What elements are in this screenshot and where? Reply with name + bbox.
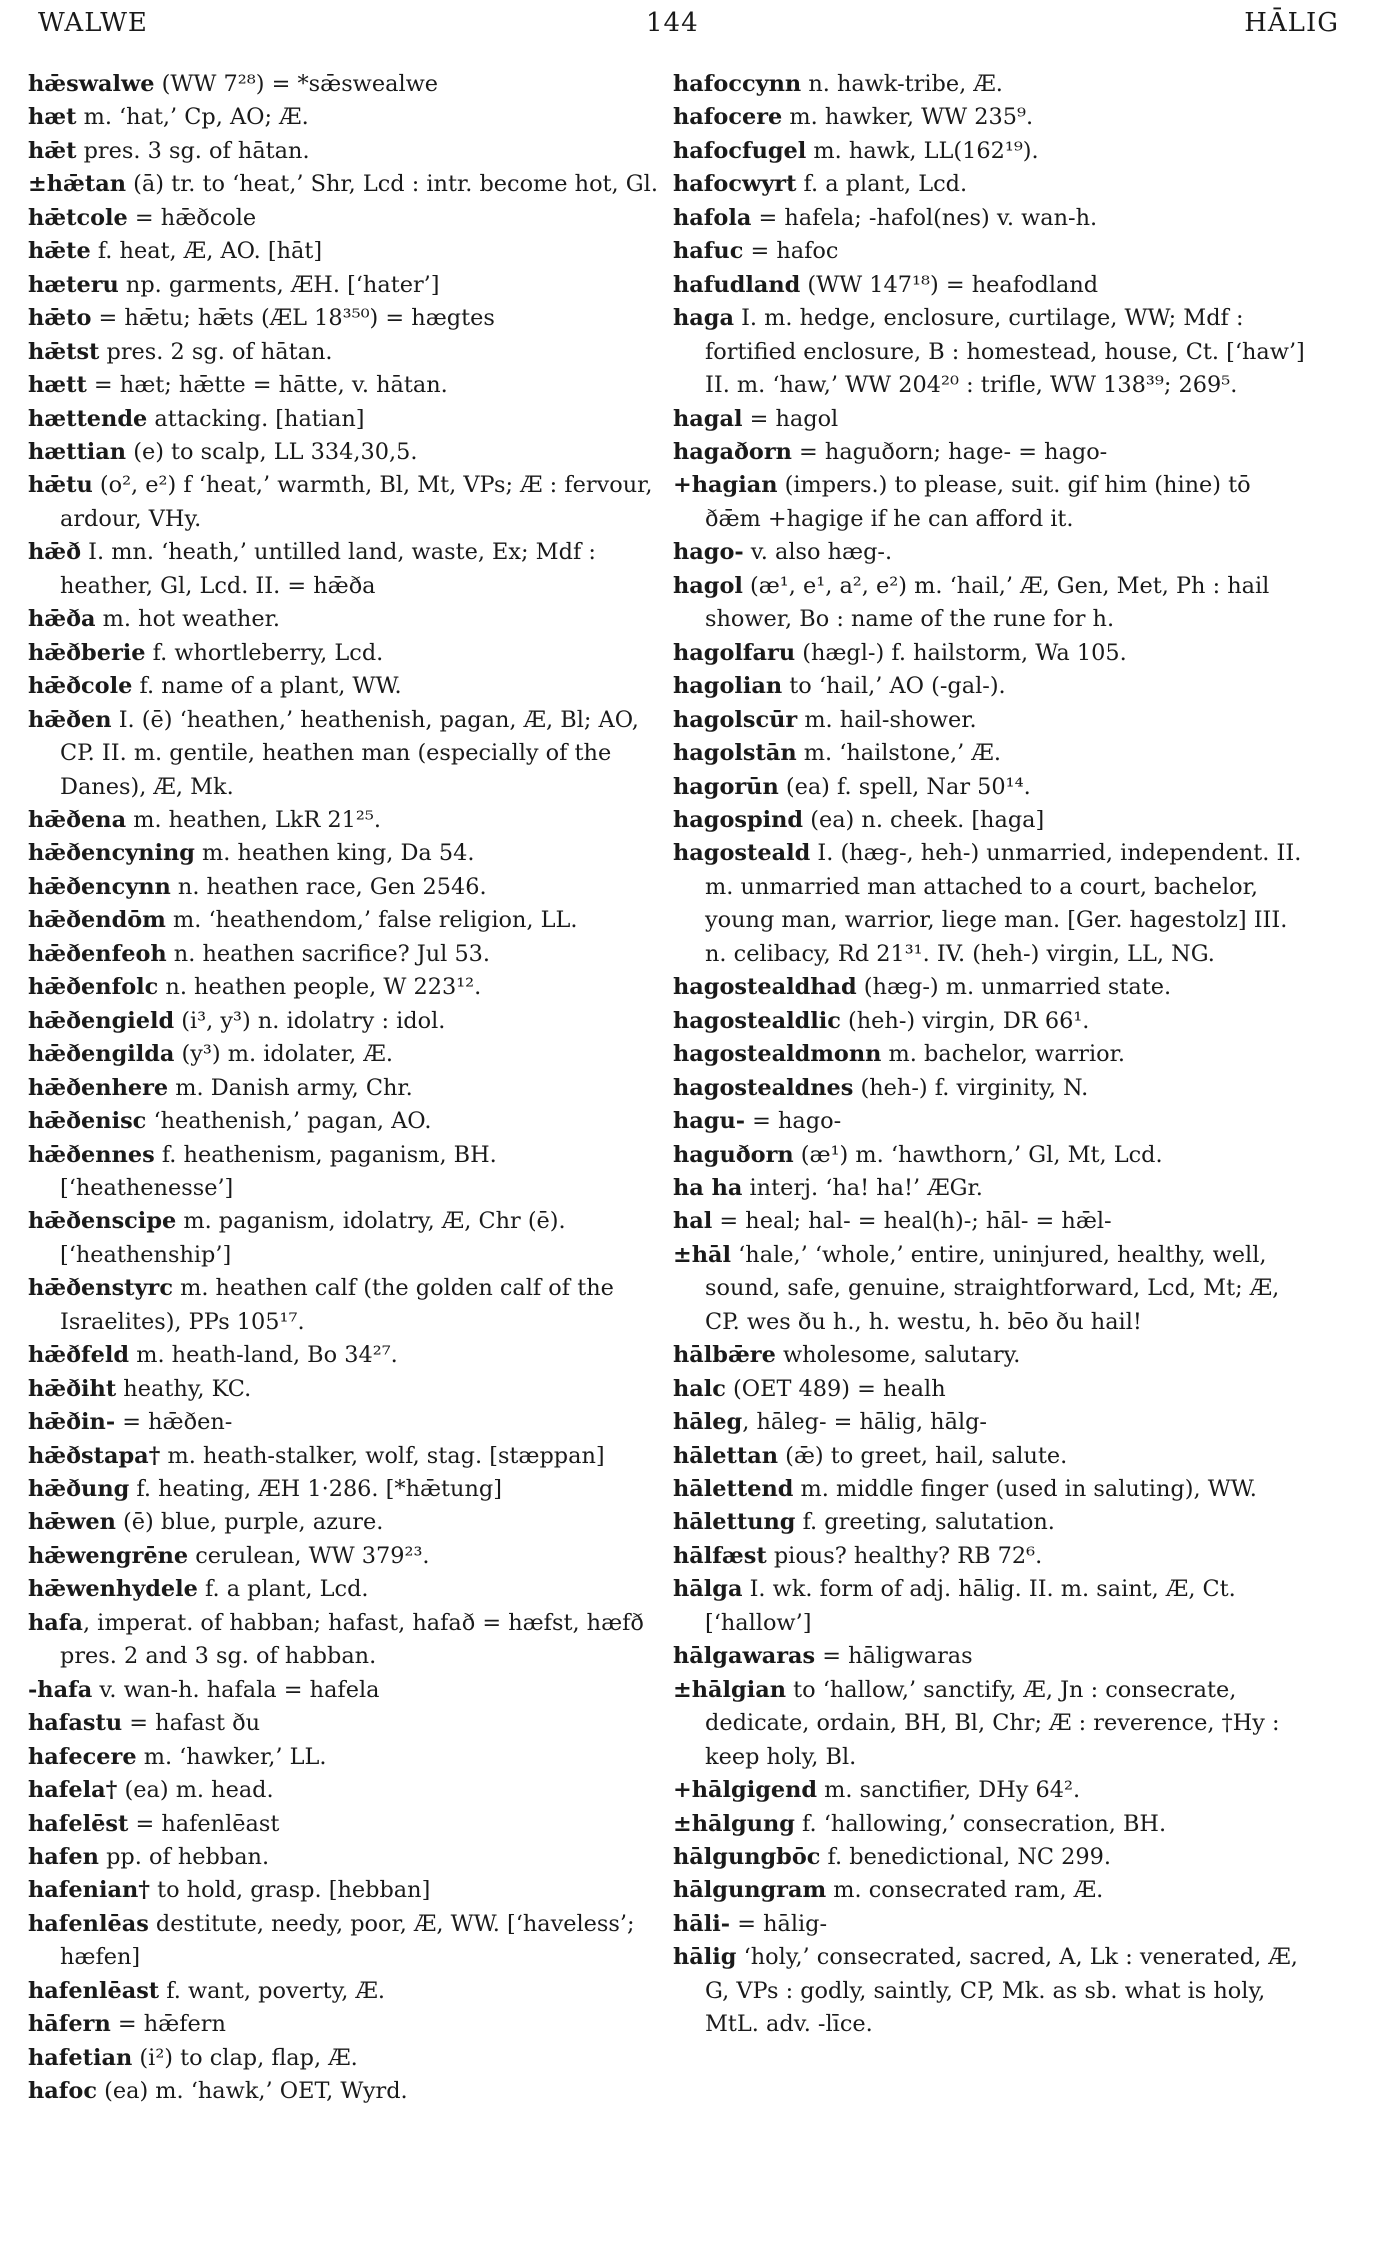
headword: hǣðin-	[28, 1409, 116, 1436]
dictionary-entry	[673, 1139, 1313, 1172]
entry-text: = hæt; hǣtte = hātte, v. hātan.	[86, 372, 448, 399]
headword: hāli-	[673, 1910, 731, 1937]
entry-text: = hafast ðu	[122, 1710, 261, 1737]
dictionary-entry	[28, 235, 668, 268]
headword: hǣðennes	[28, 1141, 155, 1168]
running-head-left: WALWE	[38, 8, 148, 38]
headword: hafenlēast	[28, 1977, 160, 2004]
entry-text: (hæg-) m. unmarried state.	[856, 974, 1172, 1001]
headword: hafela†	[28, 1777, 118, 1804]
entry-text: n. heathen race, Gen 2546.	[170, 873, 487, 900]
entry-text: n. hawk-tribe, Æ.	[801, 71, 1003, 97]
entry-text: (i³, y³) n. idolatry : idol.	[174, 1007, 446, 1034]
entry-text: heathy, KC.	[116, 1375, 252, 1402]
dictionary-entry	[673, 1473, 1313, 1506]
entry-text: m. ‘hailstone,’ Æ.	[796, 740, 1001, 767]
dictionary-entry	[28, 1272, 668, 1339]
headword: hago-	[673, 539, 744, 566]
entry-text: (y³) m. idolater, Æ.	[174, 1041, 393, 1068]
entry-text: (heh-) virgin, DR 66¹.	[840, 1007, 1090, 1034]
entry-text: = haguðorn; hage- = hago-	[791, 438, 1108, 465]
entry-text: interj. ‘ha! ha!’ ÆGr.	[742, 1174, 983, 1201]
dictionary-entry	[673, 1674, 1313, 1774]
entry-text: = hǣfern	[110, 2011, 226, 2038]
dictionary-entry	[28, 1874, 668, 1907]
page-number: 144	[646, 8, 699, 38]
headword: hǣðenisc	[28, 1108, 147, 1135]
entry-text: m. sanctifier, DHy 64².	[817, 1777, 1081, 1804]
entry-text: v. wan-h. hafala = hafela	[92, 1676, 380, 1703]
dictionary-entry	[28, 1540, 668, 1573]
dictionary-entry	[28, 1506, 668, 1539]
headword: hǣð	[28, 539, 82, 566]
headword: hǣðenfeoh	[28, 940, 167, 967]
entry-text: ‘holy,’ consecrated, sacred, A, Lk : venerated, Æ, G, VPs : godly, saintly, CP, Mk. as sb. what is holy, MtL. adv. -līce.	[705, 1944, 1298, 2038]
dictionary-entry	[28, 302, 668, 335]
entry-text: destitute, needy, poor, Æ, WW. [‘haveless’; hæfen]	[60, 1910, 635, 1971]
dictionary-entry	[673, 469, 1313, 536]
headword: hagolscūr	[673, 706, 798, 733]
left-column	[28, 68, 668, 2109]
entry-text: = hǣðen-	[115, 1409, 233, 1436]
dictionary-entry	[28, 2075, 668, 2108]
headword: ±hālgung	[673, 1810, 795, 1837]
dictionary-entry	[673, 1239, 1313, 1339]
dictionary-entry	[673, 1874, 1313, 1907]
entry-text: n. heathen sacrifice? Jul 53.	[166, 940, 491, 967]
entry-text: = hafoc	[743, 238, 839, 265]
entry-text: (ea) n. cheek. [haga]	[803, 806, 1045, 833]
dictionary-entry	[28, 603, 668, 636]
entry-text: (WW 7²⁸) = *sǣswealwe	[154, 71, 439, 97]
headword: hǣðena	[28, 806, 127, 833]
dictionary-entry	[673, 670, 1313, 703]
headword: hagostealdmonn	[673, 1041, 882, 1068]
entry-text: to hold, grasp. [hebban]	[149, 1877, 431, 1904]
dictionary-entry	[673, 1941, 1313, 2041]
dictionary-entry	[28, 369, 668, 402]
dictionary-entry	[28, 904, 668, 937]
entry-text: m. Danish army, Chr.	[168, 1074, 413, 1101]
entry-text: f. heathenism, paganism, BH. [‘heathenesse’]	[60, 1141, 497, 1201]
dictionary-entry	[673, 68, 1313, 101]
dictionary-entry	[673, 1373, 1313, 1406]
entry-text: I. (ē) ‘heathen,’ heathenish, pagan, Æ, Bl; AO, CP. II. m. gentile, heathen man (especially of the Danes), Æ, Mk.	[60, 706, 639, 800]
entry-text: m. heath-land, Bo 34²⁷.	[129, 1342, 398, 1369]
headword: hættende	[28, 405, 148, 432]
dictionary-entry	[673, 1038, 1313, 1071]
dictionary-entry	[28, 269, 668, 302]
headword: +hagian	[673, 472, 778, 499]
entry-text: wholesome, salutary.	[775, 1342, 1021, 1369]
entry-text: f. heat, Æ, AO. [hāt]	[90, 238, 323, 265]
entry-text: m. hawk, LL(162¹⁹).	[806, 137, 1039, 164]
dictionary-entry	[28, 1607, 668, 1674]
entry-text: n. heathen people, W 223¹².	[158, 974, 482, 1001]
dictionary-entry	[28, 1573, 668, 1606]
dictionary-entry	[673, 1105, 1313, 1138]
headword: hagu-	[673, 1108, 746, 1135]
dictionary-entry	[28, 971, 668, 1004]
running-head-right: HĀLIG	[1244, 8, 1339, 38]
dictionary-entry	[673, 202, 1313, 235]
headword: hǣwen	[28, 1509, 116, 1536]
dictionary-entry	[673, 804, 1313, 837]
dictionary-entry	[673, 570, 1313, 637]
dictionary-entry	[28, 1908, 668, 1975]
entry-text: = heal; hal- = heal(h)-; hāl- = hǣl-	[712, 1208, 1112, 1235]
headword: hālgungram	[673, 1877, 827, 1904]
entry-text: (o², e²) f ‘heat,’ warmth, Bl, Mt, VPs; Æ : fervour, ardour, VHy.	[60, 472, 653, 532]
headword: hǣte	[28, 238, 91, 265]
entry-text: ‘hale,’ ‘whole,’ entire, uninjured, healthy, well, sound, safe, genuine, straightforward, Lcd, Mt; Æ, CP. wes ðu h., h. westu, h. bēo ðu hail!	[705, 1241, 1280, 1335]
dictionary-entry	[28, 670, 668, 703]
entry-text: f. greeting, salutation.	[795, 1509, 1055, 1536]
headword: hālgawaras	[673, 1643, 816, 1670]
dictionary-entry	[673, 1540, 1313, 1573]
headword: hafa	[28, 1609, 83, 1636]
dictionary-entry	[28, 403, 668, 436]
headword: hǣðendōm	[28, 907, 166, 934]
dictionary-entry	[673, 168, 1313, 201]
right-column	[673, 68, 1313, 2042]
dictionary-entry	[28, 469, 668, 536]
headword: hagostealdlic	[673, 1007, 841, 1034]
headword: hǣðen	[28, 706, 112, 733]
entry-text: m. hawker, WW 235⁹.	[782, 104, 1034, 131]
headword: hālettend	[673, 1476, 794, 1503]
dictionary-entry	[28, 2042, 668, 2075]
dictionary-entry	[28, 2008, 668, 2041]
headword: hǣtu	[28, 472, 93, 499]
entry-text: (OET 489) = healh	[725, 1375, 946, 1402]
headword: hǣðung	[28, 1476, 130, 1503]
entry-text: ‘heathenish,’ pagan, AO.	[146, 1108, 432, 1135]
entry-text: (ea) f. spell, Nar 50¹⁴.	[778, 773, 1031, 800]
dictionary-entry	[673, 771, 1313, 804]
headword: hǣðcole	[28, 673, 133, 700]
entry-text: I. (hæg-, heh-) unmarried, independent. II. m. unmarried man attached to a court, bachelor, young man, warrior, liege man. [Ger. hagestolz] III. n. celibacy, Rd 21³¹. IV. (heh-) virgin, LL, NG.	[705, 840, 1302, 967]
dictionary-entry	[673, 101, 1313, 134]
dictionary-entry	[28, 1808, 668, 1841]
headword: hafoc	[28, 2078, 97, 2105]
dictionary-entry	[28, 1440, 668, 1473]
headword: hagorūn	[673, 773, 779, 800]
headword: hǣto	[28, 305, 92, 332]
headword: hagal	[673, 405, 743, 432]
entry-text: f. ‘hallowing,’ consecration, BH.	[794, 1810, 1167, 1837]
dictionary-entry	[28, 1406, 668, 1439]
headword: hǣðencynn	[28, 873, 171, 900]
dictionary-entry	[28, 436, 668, 469]
dictionary-entry	[673, 1506, 1313, 1539]
dictionary-entry	[28, 1473, 668, 1506]
headword: hālettan	[673, 1442, 779, 1469]
entry-text: (ǣ) to greet, hail, salute.	[778, 1442, 1068, 1469]
dictionary-entry	[28, 637, 668, 670]
entry-text: (i²) to clap, flap, Æ.	[132, 2044, 358, 2071]
dictionary-entry	[28, 135, 668, 168]
dictionary-entry	[673, 403, 1313, 436]
headword: hagospind	[673, 806, 804, 833]
dictionary-entry	[673, 436, 1313, 469]
headword: hǣðstapa†	[28, 1442, 161, 1469]
headword: hafuc	[673, 238, 744, 265]
entry-text: (hægl-) f. hailstorm, Wa 105.	[795, 639, 1127, 666]
entry-text: = hago-	[745, 1108, 842, 1135]
dictionary-entry	[673, 637, 1313, 670]
dictionary-entry	[28, 1038, 668, 1071]
page-header	[0, 8, 1379, 54]
entry-text: f. whortleberry, Lcd.	[145, 639, 384, 666]
dictionary-entry	[28, 1975, 668, 2008]
entry-text: = hāligwaras	[815, 1643, 973, 1670]
headword: hālig	[673, 1944, 737, 1971]
headword: hǣðenfolc	[28, 974, 159, 1001]
entry-text: (ē) blue, purple, azure.	[115, 1509, 384, 1536]
entry-text: to ‘hallow,’ sanctify, Æ, Jn : consecrate, dedicate, ordain, BH, Bl, Chr; Æ : reverence, †Hy : keep holy, Bl.	[705, 1676, 1280, 1770]
entry-text: attacking. [hatian]	[147, 405, 365, 432]
entry-text: (heh-) f. virginity, N.	[853, 1074, 1089, 1101]
headword: ha ha	[673, 1174, 743, 1201]
dictionary-entry	[673, 269, 1313, 302]
entry-text: = hagol	[742, 405, 839, 432]
dictionary-entry	[28, 1139, 668, 1206]
dictionary-entry	[28, 202, 668, 235]
entry-text: (ea) m. head.	[117, 1777, 274, 1804]
entry-text: f. a plant, Lcd.	[796, 171, 968, 198]
entry-text: = hafenlēast	[128, 1810, 280, 1837]
dictionary-entry	[673, 971, 1313, 1004]
entry-text: to ‘hail,’ AO (-gal-).	[782, 673, 1006, 700]
headword: hāleg	[673, 1409, 743, 1436]
headword: hǣwengrēne	[28, 1542, 189, 1569]
headword: hagolfaru	[673, 639, 796, 666]
headword: hagostealdnes	[673, 1074, 854, 1101]
dictionary-entry	[28, 1205, 668, 1272]
dictionary-entry	[28, 536, 668, 603]
entry-text: (impers.) to please, suit. gif him (hine) tō ðǣm +hagige if he can afford it.	[705, 472, 1251, 532]
headword: hafetian	[28, 2044, 133, 2071]
entry-text: f. heating, ÆH 1·286. [*hǣtung]	[129, 1476, 502, 1503]
dictionary-entry	[28, 1105, 668, 1138]
dictionary-entry	[28, 1707, 668, 1740]
entry-text: pious? healthy? RB 72⁶.	[766, 1542, 1043, 1569]
headword: hǣswalwe	[28, 71, 155, 97]
headword: hālfæst	[673, 1542, 767, 1569]
entry-text: (æ¹) m. ‘hawthorn,’ Gl, Mt, Lcd.	[793, 1141, 1163, 1168]
dictionary-entry	[673, 1774, 1313, 1807]
entry-text: m. heathen calf (the golden calf of the Israelites), PPs 105¹⁷.	[60, 1275, 614, 1335]
headword: hættian	[28, 438, 127, 465]
dictionary-entry	[673, 1440, 1313, 1473]
entry-text: (WW 147¹⁸) = heafodland	[800, 271, 1099, 298]
entry-text: = hǣtu; hǣts (ÆL 18³⁵⁰) = hægtes	[91, 305, 495, 332]
headword: hǣðberie	[28, 639, 146, 666]
headword: halc	[673, 1375, 726, 1402]
dictionary-entry	[673, 1573, 1313, 1640]
entry-text: , hāleg- = hālig, hālg-	[742, 1409, 988, 1436]
headword: hāfern	[28, 2011, 111, 2038]
entry-text: m. hot weather.	[95, 606, 280, 633]
headword: hǣtcole	[28, 204, 128, 231]
headword: +hālgigend	[673, 1777, 818, 1804]
headword: hǣða	[28, 606, 96, 633]
entry-text: pres. 3 sg. of hātan.	[76, 137, 310, 164]
dictionary-entry	[28, 336, 668, 369]
headword: -hafa	[28, 1676, 93, 1703]
dictionary-entry	[673, 1205, 1313, 1238]
entry-text: v. also hæg-.	[743, 539, 893, 566]
headword: hālgungbōc	[673, 1844, 821, 1871]
entry-text: = hālig-	[730, 1910, 828, 1937]
headword: hǣðiht	[28, 1375, 117, 1402]
headword: hagaðorn	[673, 438, 792, 465]
dictionary-entry	[28, 101, 668, 134]
dictionary-entry	[673, 135, 1313, 168]
headword: ±hālgian	[673, 1676, 787, 1703]
headword: hafocere	[673, 104, 783, 131]
entry-text: m. ‘hawker,’ LL.	[136, 1743, 327, 1770]
entry-text: (ā) tr. to ‘heat,’ Shr, Lcd : intr. become hot, Gl.	[126, 171, 658, 198]
headword: hālga	[673, 1576, 743, 1603]
dictionary-entry	[673, 837, 1313, 971]
entry-text: I. m. hedge, enclosure, curtilage, WW; Mdf : fortified enclosure, B : homestead, house, Ct. [‘haw’] II. m. ‘haw,’ WW 204²⁰ : trifle, WW 138³⁹; 269⁵.	[705, 305, 1305, 399]
headword: hafecere	[28, 1743, 137, 1770]
entry-text: m. paganism, idolatry, Æ, Chr (ē). [‘heathenship’]	[60, 1208, 566, 1268]
headword: hǣtst	[28, 338, 100, 365]
entry-text: f. benedictional, NC 299.	[820, 1844, 1112, 1871]
entry-text: I. mn. ‘heath,’ untilled land, waste, Ex; Mdf : heather, Gl, Lcd. II. = hǣða	[60, 539, 596, 599]
entry-text: m. middle finger (used in saluting), WW.	[793, 1476, 1257, 1503]
entry-text: np. garments, ÆH. [‘hater’]	[118, 271, 440, 298]
headword: hal	[673, 1208, 713, 1235]
entry-text: = hafela; -hafol(nes) v. wan-h.	[751, 204, 1098, 231]
entry-text: pres. 2 sg. of hātan.	[99, 338, 333, 365]
headword: haguðorn	[673, 1141, 794, 1168]
dictionary-entry	[28, 837, 668, 870]
entry-text: m. ‘heathendom,’ false religion, LL.	[165, 907, 578, 934]
headword: hætt	[28, 372, 87, 399]
headword: hǣðencyning	[28, 840, 195, 867]
dictionary-entry	[28, 1005, 668, 1038]
dictionary-entry	[673, 302, 1313, 402]
dictionary-entry	[28, 871, 668, 904]
headword: hǣðengield	[28, 1007, 175, 1034]
dictionary-entry	[673, 1640, 1313, 1673]
entry-text: f. name of a plant, WW.	[132, 673, 402, 700]
headword: hǣðengilda	[28, 1041, 175, 1068]
dictionary-entry	[673, 1339, 1313, 1372]
entry-text: f. want, poverty, Æ.	[159, 1977, 386, 2004]
dictionary-entry	[673, 1005, 1313, 1038]
headword: hǣðenstyrc	[28, 1275, 173, 1302]
dictionary-entry	[28, 1072, 668, 1105]
dictionary-entry	[28, 1774, 668, 1807]
dictionary-entry	[673, 235, 1313, 268]
dictionary-entry	[28, 804, 668, 837]
headword: ±hāl	[673, 1241, 732, 1268]
entry-text: m. hail-shower.	[797, 706, 977, 733]
entry-text: I. wk. form of adj. hālig. II. m. saint, Æ, Ct. [‘hallow’]	[705, 1576, 1236, 1636]
headword: haga	[673, 305, 734, 332]
headword: hālettung	[673, 1509, 796, 1536]
entry-text: m. heathen king, Da 54.	[194, 840, 475, 867]
headword: hālbǣre	[673, 1342, 776, 1369]
entry-text: = hǣðcole	[127, 204, 257, 231]
dictionary-entry	[673, 536, 1313, 569]
dictionary-entry	[28, 1674, 668, 1707]
headword: ±hǣtan	[28, 171, 127, 198]
entry-text: m. ‘hat,’ Cp, AO; Æ.	[76, 104, 309, 131]
dictionary-entry	[673, 1841, 1313, 1874]
headword: hagol	[673, 572, 743, 599]
headword: hæt	[28, 104, 77, 131]
headword: hafocfugel	[673, 137, 807, 164]
dictionary-entry	[673, 1406, 1313, 1439]
dictionary-entry	[673, 1908, 1313, 1941]
headword: hǣðenscipe	[28, 1208, 177, 1235]
headword: hagostealdhad	[673, 974, 857, 1001]
dictionary-entry	[673, 1808, 1313, 1841]
headword: hǣt	[28, 137, 77, 164]
headword: hafoccynn	[673, 71, 802, 97]
headword: hafenlēas	[28, 1910, 149, 1937]
headword: hǣwenhydele	[28, 1576, 198, 1603]
headword: hafocwyrt	[673, 171, 797, 198]
headword: hǣðfeld	[28, 1342, 130, 1369]
entry-text: cerulean, WW 379²³.	[188, 1542, 430, 1569]
entry-text: m. bachelor, warrior.	[881, 1041, 1125, 1068]
headword: hafen	[28, 1844, 99, 1871]
dictionary-entry	[673, 704, 1313, 737]
entry-text: pp. of hebban.	[98, 1844, 270, 1871]
entry-text: f. a plant, Lcd.	[197, 1576, 369, 1603]
entry-text: (e) to scalp, LL 334,30,5.	[126, 438, 418, 465]
dictionary-entry	[28, 1373, 668, 1406]
dictionary-entry	[28, 168, 668, 201]
dictionary-entry	[28, 1841, 668, 1874]
entry-text: m. heath-stalker, wolf, stag. [stæppan]	[160, 1442, 605, 1469]
entry-text: (ea) m. ‘hawk,’ OET, Wyrd.	[97, 2078, 408, 2105]
headword: hagosteald	[673, 840, 811, 867]
entry-text: , imperat. of habban; hafast, hafað = hæfst, hæfð pres. 2 and 3 sg. of habban.	[60, 1609, 644, 1670]
entry-text: m. heathen, LkR 21²⁵.	[126, 806, 381, 833]
dictionary-entry	[28, 704, 668, 804]
headword: hǣðenhere	[28, 1074, 169, 1101]
dictionary-entry	[673, 1172, 1313, 1205]
headword: hagolstān	[673, 740, 797, 767]
dictionary-entry	[673, 737, 1313, 770]
entry-text: (æ¹, e¹, a², e²) m. ‘hail,’ Æ, Gen, Met, Ph : hail shower, Bo : name of the rune for h.	[705, 572, 1270, 633]
headword: hafastu	[28, 1710, 123, 1737]
dictionary-entry	[28, 938, 668, 971]
headword: hæteru	[28, 271, 119, 298]
entry-text: m. consecrated ram, Æ.	[826, 1877, 1104, 1904]
headword: hafenian†	[28, 1877, 150, 1904]
dictionary-entry	[28, 1339, 668, 1372]
headword: hafola	[673, 204, 752, 231]
headword: hafudland	[673, 271, 801, 298]
headword: hafelēst	[28, 1810, 129, 1837]
dictionary-entry	[28, 68, 668, 101]
dictionary-entry	[28, 1741, 668, 1774]
headword: hagolian	[673, 673, 783, 700]
dictionary-entry	[673, 1072, 1313, 1105]
